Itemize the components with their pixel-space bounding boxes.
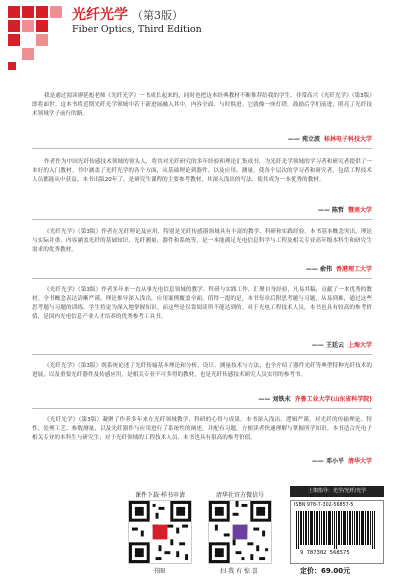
price-label: 定价：69.00元 (300, 567, 351, 575)
book-title (72, 4, 183, 24)
qr-bottom-label: 扫 我 有 惊 喜 (220, 568, 258, 575)
qr-bottom-label: 书圈 (152, 568, 165, 575)
review-text: 《光纤光学》（第3版）既系统论述了光纤传输基本理论和分析、设计、测量技术与方法，也全介绍了器件光纤等典型特种光纤技术的进展，以及重要光纤器件及传感应用，是相关专业不可多得的教材，也是光纤传感技术研究人员实用的参考书。 (32, 363, 372, 378)
cover-header (0, 0, 400, 80)
isbn-text: ISBN 978-7-302-56857-5 (294, 503, 354, 508)
decor-square (36, 20, 48, 32)
review-text: 《光纤光学》（第3版）凝聚了作者多年来在光纤领域教学、科研的心得与成果。本书深入浅出、逻辑严谨。对光纤的传输理论、特性、处理工艺、参数测量，以及光纤器件与应用进行了系统性的阐述，并配有习题，方便读者快速理解与掌握所学知识。本书适合光电子相关专业的本科生与研究生；对于光纤领域的工程技术人员、本书也具有很高的参考价值。 (32, 417, 372, 441)
divider (32, 408, 372, 409)
decor-square (22, 20, 34, 32)
divider (32, 278, 372, 279)
decor-square (8, 20, 20, 32)
review-author-name: 邓小平 (325, 458, 344, 465)
decor-square (8, 34, 20, 46)
review-author: —— 苑立波 桂林电子科技大学 (287, 136, 372, 143)
review-author-org: 暨南大学 (347, 207, 372, 214)
review-author-name: 刘铁末 (272, 396, 291, 403)
decor-square (50, 6, 62, 18)
review-text: 《光纤光学》（第3版）作者多年来一直从事光电信息领域的教学、科研与实践工作，汇聚自身经验，凡易其稿，贡献了一本优秀的教材。全书概念表达清晰严谨，理论推导深入浅出，应用案例覆盖全面，值得一提的是，本书每章后附思考题与习题，从易到难，通过这些思考题与习题的训练，学生将更为深入地掌握知识。而这些是仅靠阅读所不能达到的。对于光电工程技术人员，本书也具有较高的参考价值，是国内光电信息产业人才培养的优秀参考工具书。 (32, 287, 372, 320)
divider (32, 148, 372, 149)
review-author-org: 桂林电子科技大学 (323, 136, 372, 143)
review-author-name: 陈哲 (331, 207, 344, 214)
barcode-icon (296, 511, 376, 549)
review-author-org: 香港理工大学 (335, 266, 372, 273)
review-text: 《光纤光学》（第3版）作者在光纤理论及应用，特别是光纤传感器领域具有丰富的教学、科研和实践经验。本书基本概念突出，理论与实际并重，内容涵盖光纤的基础知识、光纤测量、器件和系统等，是一本能满足光电信息科学与工程及相关专业高年级本科生和研究生需求的优秀教材。 (32, 229, 372, 253)
qr-code-icon (209, 501, 271, 563)
review-author-name: 苑立波 (301, 136, 320, 143)
divider (32, 219, 372, 220)
review-author-org: 齐鲁工业大学(山东省科学院) (294, 396, 372, 403)
review-author-name: 俞伟 (319, 266, 332, 273)
qr-code[interactable] (208, 500, 272, 564)
divider (32, 354, 372, 355)
review-author-name: 王廷云 (325, 342, 344, 349)
qr-code[interactable] (128, 500, 192, 564)
book-subtitle: Fiber Optics, Third Edition (72, 24, 202, 35)
decor-square (8, 62, 16, 70)
review-author: —— 邓小平 清华大学 (311, 458, 372, 465)
book-title-text: 光纤光学 (72, 7, 128, 23)
review-text: 作者作为中国光纤传感技术领域的领头人，将其对光纤研究的多年经验和理论汇集成书，为光纤光学领域的学习者和研究者提供了一本好的入门教材。书中涵盖了光纤光学的各个方面，从基础理论到器件、以及应用、测量、使各个层次的学习者和研究者，包括工程技术人员都能从中获益。本书出版20年了，是研究生课程的主要参考教材，其深入浅出的写法、使其成为一本优秀的教材。 (32, 159, 372, 183)
book-edition: （第3版） (132, 9, 183, 22)
qr-code-icon (129, 501, 191, 563)
review-author-org: 清华大学 (347, 458, 372, 465)
review-author-org: 上海大学 (347, 342, 372, 349)
qr-top-label: 课件下载·样书申请 (135, 492, 185, 499)
category-tag: 上架指导：光学/光纤/光学 (290, 486, 384, 497)
isbn-digits: 9 787302 568575 (300, 550, 350, 556)
decor-square (8, 6, 20, 18)
review-author: —— 王廷云 上海大学 (311, 342, 372, 349)
decor-square (22, 48, 34, 60)
qr-top-label: 清华社官方微信号 (215, 492, 264, 499)
review-author: —— 刘铁末 齐鲁工业大学(山东省科学院) (258, 396, 372, 403)
review-author: —— 俞伟 香港理工大学 (305, 266, 372, 273)
review-text: 我是通过阅读廖延彪老师《光纤光学》一书成长起来的，同时也把这本经典教材不断推荐给我的学生，非常高兴《光纤光学》（第3版）即将面世。这本书将近期光纤光学领域中若干新进展融入其中，内容全面、与时俱进。它就像一座灯塔，鼓励后学们前进，照亮了光纤技术领域学子前行的路。 (32, 93, 372, 117)
decor-square (36, 6, 48, 18)
decor-square (36, 34, 48, 46)
decor-square (22, 6, 34, 18)
review-author: —— 陈哲 暨南大学 (317, 207, 372, 214)
